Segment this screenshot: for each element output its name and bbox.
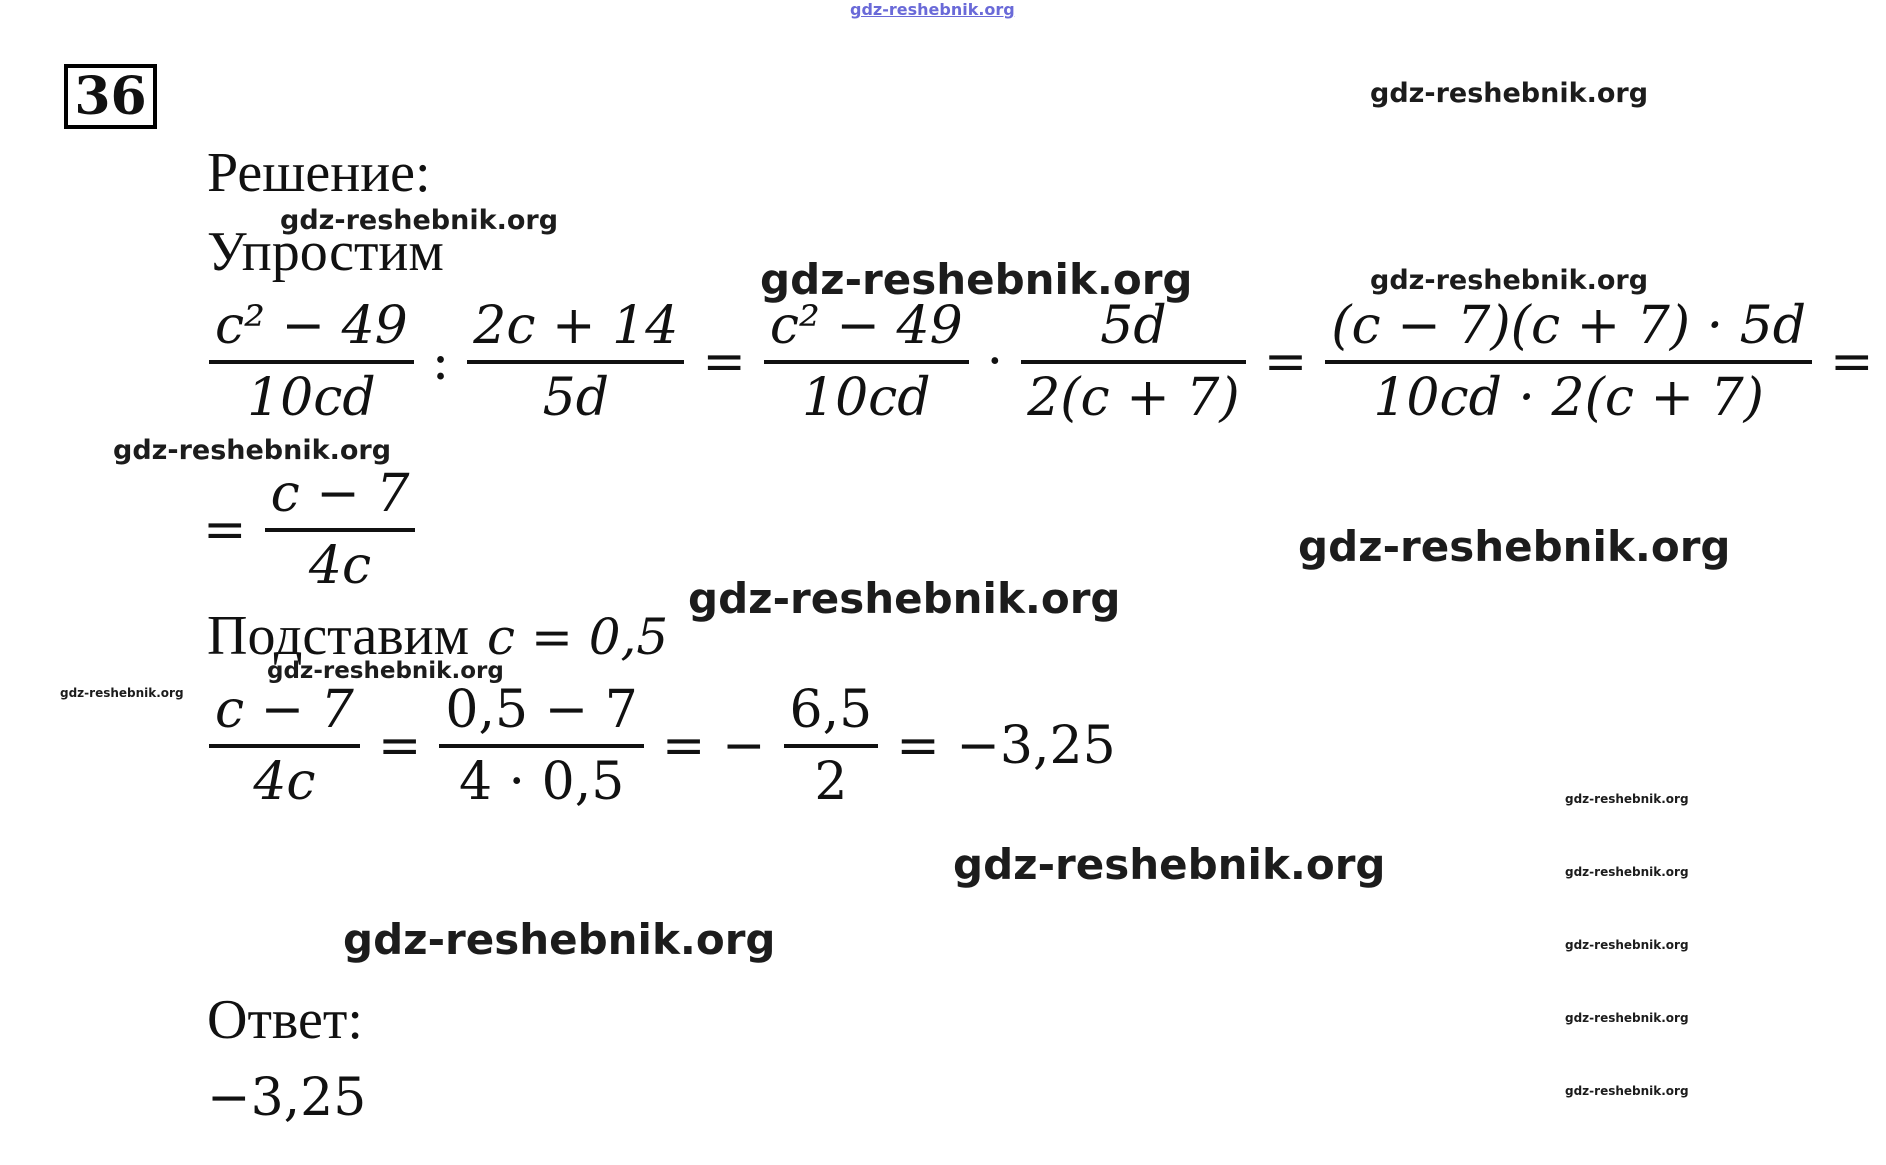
equals-minus: = − <box>661 716 766 776</box>
solution-heading: Решение: <box>207 142 431 204</box>
equation-step-1 <box>203 292 1886 432</box>
watermark: gdz-reshebnik.org <box>1565 1084 1689 1098</box>
equals-sign: = <box>203 500 247 560</box>
multiply-operator: · <box>986 332 1004 392</box>
numerator: 6,5 <box>789 680 873 740</box>
numerator: (c − 7)(c + 7) · 5d <box>1331 296 1807 356</box>
watermark: gdz-reshebnik.org <box>1370 265 1649 296</box>
numerator: c − 7 <box>270 464 410 524</box>
watermark: gdz-reshebnik.org <box>1565 1011 1689 1025</box>
substitute-line <box>207 606 668 667</box>
fraction <box>467 292 684 432</box>
denominator: 10cd · 2(c + 7) <box>1373 368 1764 428</box>
watermark: gdz-reshebnik.org <box>1298 522 1731 571</box>
numerator: 0,5 − 7 <box>445 680 638 740</box>
result: = −3,25 <box>896 716 1116 776</box>
denominator: 2 <box>814 752 848 812</box>
fraction <box>1021 292 1246 432</box>
denominator: 2(c + 7) <box>1027 368 1240 428</box>
equation-step-2 <box>203 460 421 600</box>
denominator: 10cd <box>801 368 931 428</box>
watermark-top[interactable]: gdz-reshebnik.org <box>850 0 1015 19</box>
watermark: gdz-reshebnik.org <box>953 840 1386 889</box>
numerator: 2c + 14 <box>473 296 679 356</box>
fraction <box>209 292 414 432</box>
denominator: 5d <box>542 368 609 428</box>
watermark: gdz-reshebnik.org <box>760 255 1193 304</box>
watermark: gdz-reshebnik.org <box>60 686 184 700</box>
substitute-label: Подставим <box>207 605 470 667</box>
equals-sign: = <box>377 716 422 776</box>
numerator: 5d <box>1100 296 1167 356</box>
equals-sign: = <box>1263 332 1308 392</box>
watermark: gdz-reshebnik.org <box>1565 792 1689 806</box>
equation-step-3 <box>203 676 1128 816</box>
fraction <box>265 460 416 600</box>
watermark: gdz-reshebnik.org <box>343 915 776 964</box>
denominator: 4c <box>253 752 316 812</box>
numerator: c² − 49 <box>769 296 963 356</box>
watermark: gdz-reshebnik.org <box>1370 78 1649 109</box>
fraction <box>439 676 643 816</box>
fraction <box>209 676 360 816</box>
simplify-heading: Упростим <box>207 221 444 283</box>
substitute-expression: c = 0,5 <box>487 608 669 666</box>
equals-sign: = <box>702 332 746 392</box>
denominator: 4c <box>308 536 372 596</box>
answer-heading: Ответ: <box>207 989 363 1051</box>
watermark: gdz-reshebnik.org <box>267 658 504 684</box>
problem-number: 36 <box>64 64 157 129</box>
watermark: gdz-reshebnik.org <box>1565 938 1689 952</box>
equals-sign: = <box>1830 332 1874 392</box>
watermark: gdz-reshebnik.org <box>280 205 559 236</box>
answer-value: −3,25 <box>207 1068 367 1128</box>
fraction <box>1325 292 1812 432</box>
watermark: gdz-reshebnik.org <box>688 574 1121 623</box>
watermark: gdz-reshebnik.org <box>1565 865 1689 879</box>
fraction <box>784 676 879 816</box>
numerator: c − 7 <box>215 680 354 740</box>
watermark: gdz-reshebnik.org <box>113 435 392 466</box>
numerator: c² − 49 <box>215 296 408 356</box>
denominator: 4 · 0,5 <box>458 752 625 812</box>
divide-operator: : <box>431 332 450 392</box>
fraction <box>764 292 969 432</box>
denominator: 10cd <box>247 368 376 428</box>
